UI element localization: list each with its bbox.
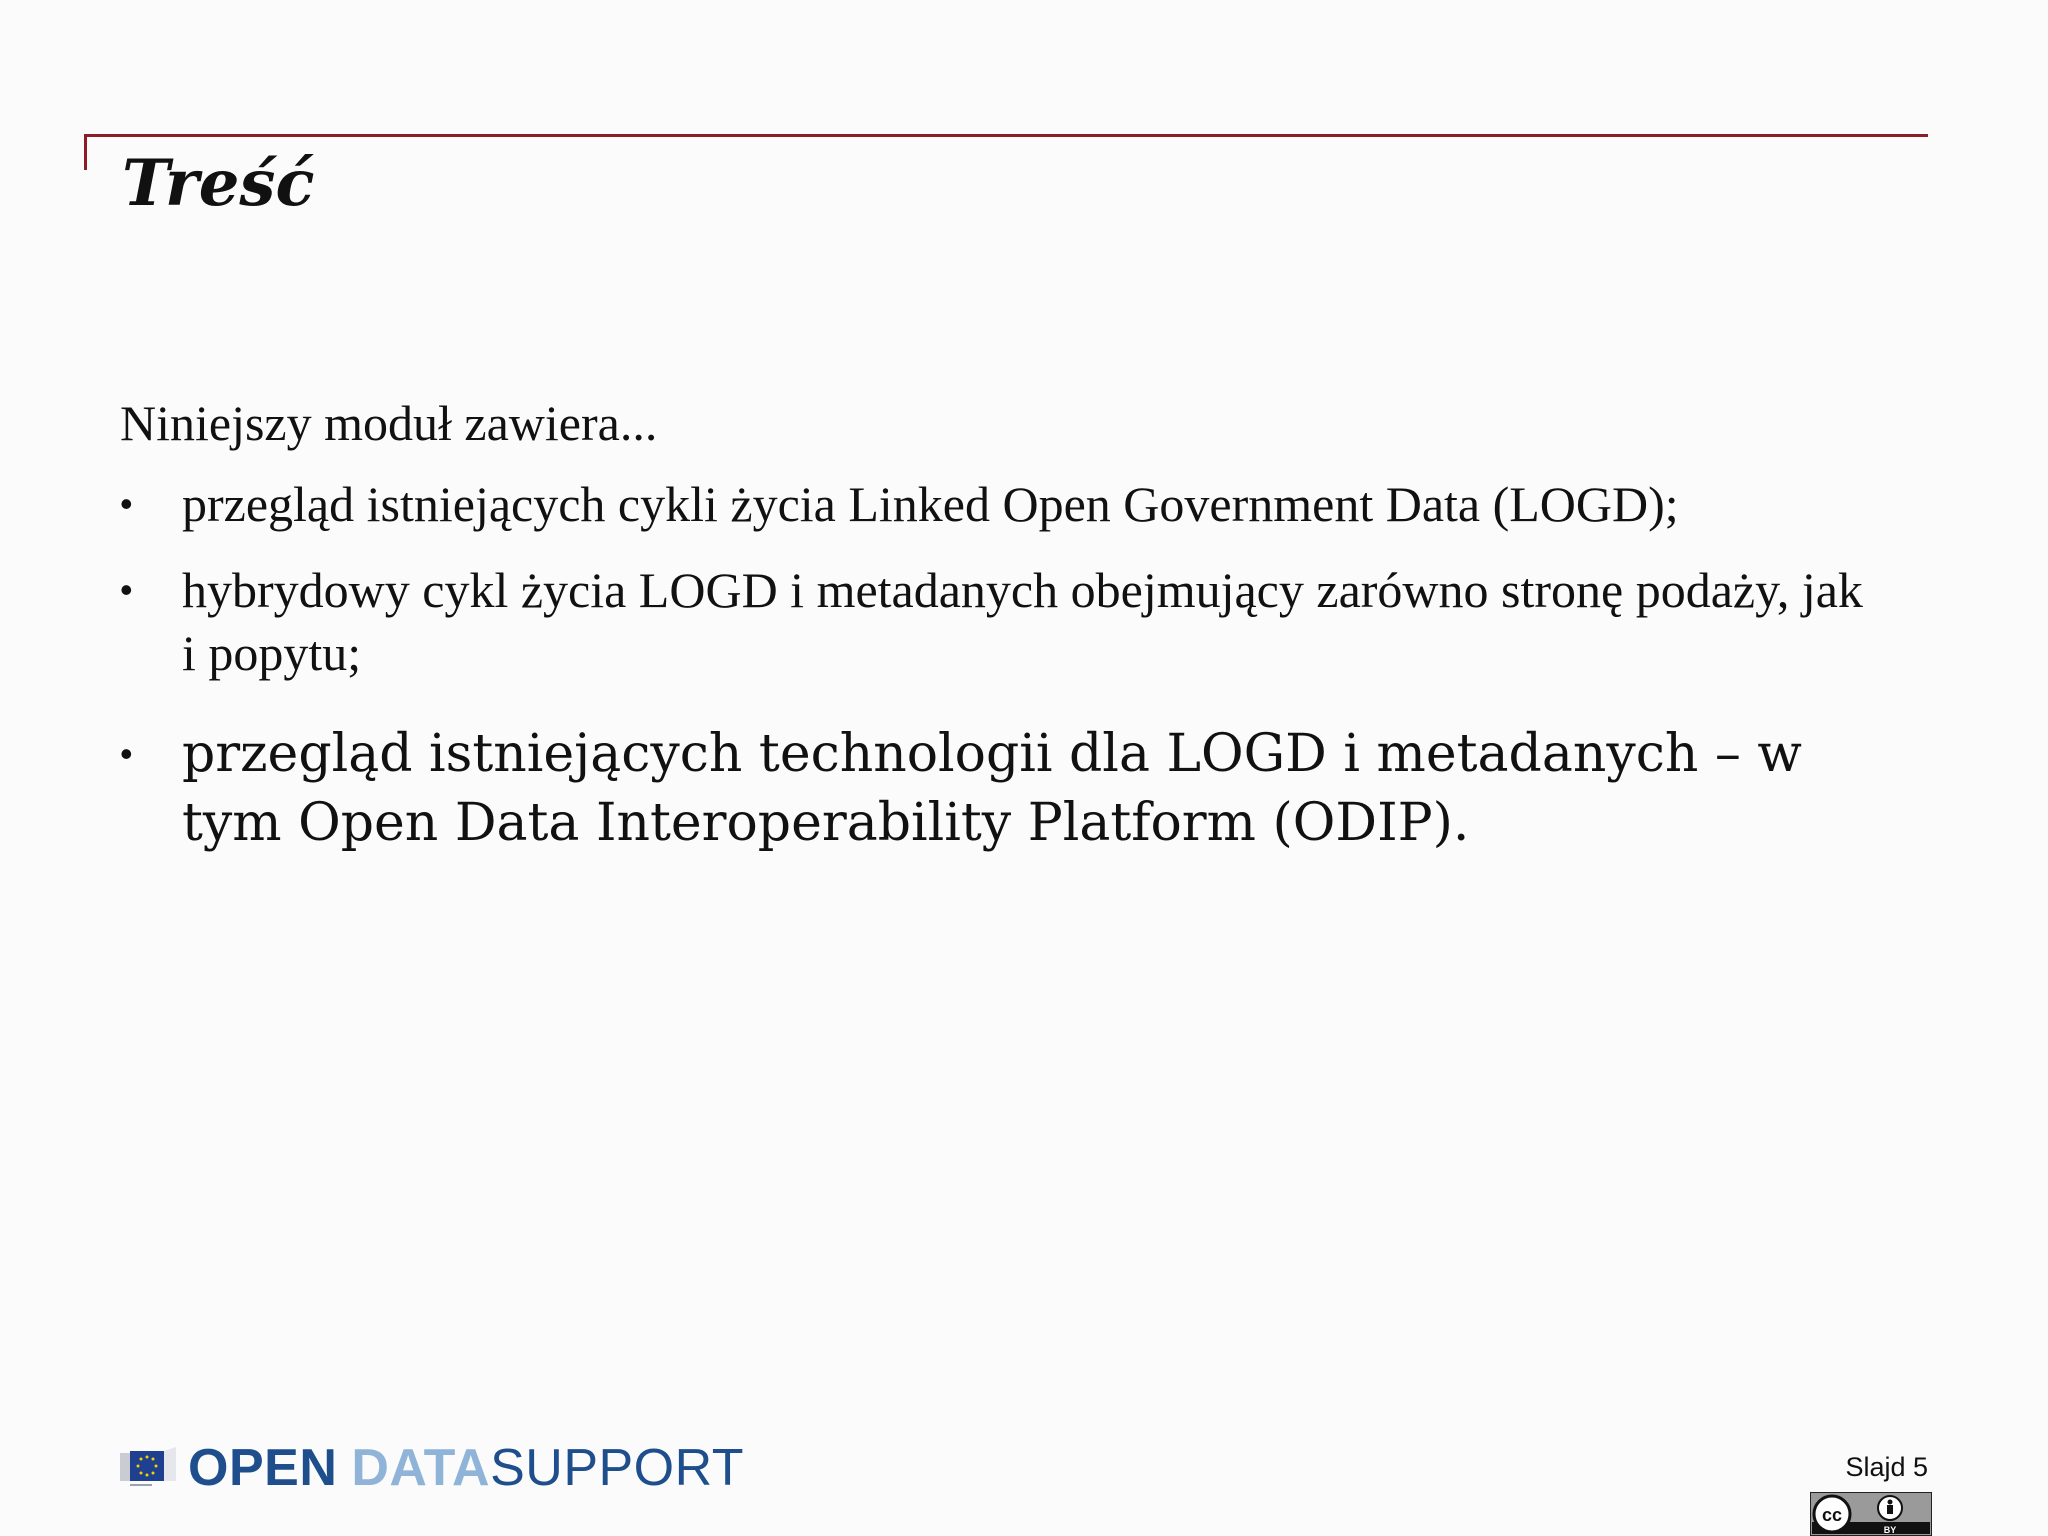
bullet-text: przegląd istniejących technologii dla LOGD i metadanych – w tym Open Data Interoperability Platform (ODIP). [182, 724, 1802, 853]
bullet-item [120, 720, 1880, 857]
bullet-item [120, 473, 1880, 536]
bullet-text: hybrydowy cykl życia LOGD i metadanych obejmujący zarówno stronę podaży, jak i popytu; [182, 562, 1863, 681]
bullet-marker: • [120, 569, 133, 610]
bullet-marker: • [120, 482, 133, 524]
header-rule [84, 134, 1928, 137]
svg-text:cc: cc [1821, 1505, 1843, 1525]
svg-text:BY: BY [1883, 1525, 1897, 1535]
bullet-item [120, 559, 1880, 684]
logo-data-text: DATA [351, 1439, 491, 1497]
slide-content [120, 395, 1880, 881]
logo-support-text: SUPPORT [490, 1439, 745, 1497]
eu-flag-icon [120, 1447, 176, 1489]
bullet-list [120, 473, 1880, 858]
cc-by-icon [1810, 1492, 1932, 1536]
logo-open-text: OPEN [188, 1439, 338, 1497]
slide-number: Slajd 5 [1845, 1452, 1928, 1482]
slide-title: Treść [122, 146, 315, 221]
bullet-marker: • [120, 733, 133, 774]
open-data-support-logo [120, 1438, 744, 1498]
header-rule-tick [84, 134, 87, 170]
bullet-text: przegląd istniejących cykli życia Linked Open Government Data (LOGD); [182, 475, 1679, 532]
intro-text: Niniejszy moduł zawiera... [120, 395, 658, 451]
